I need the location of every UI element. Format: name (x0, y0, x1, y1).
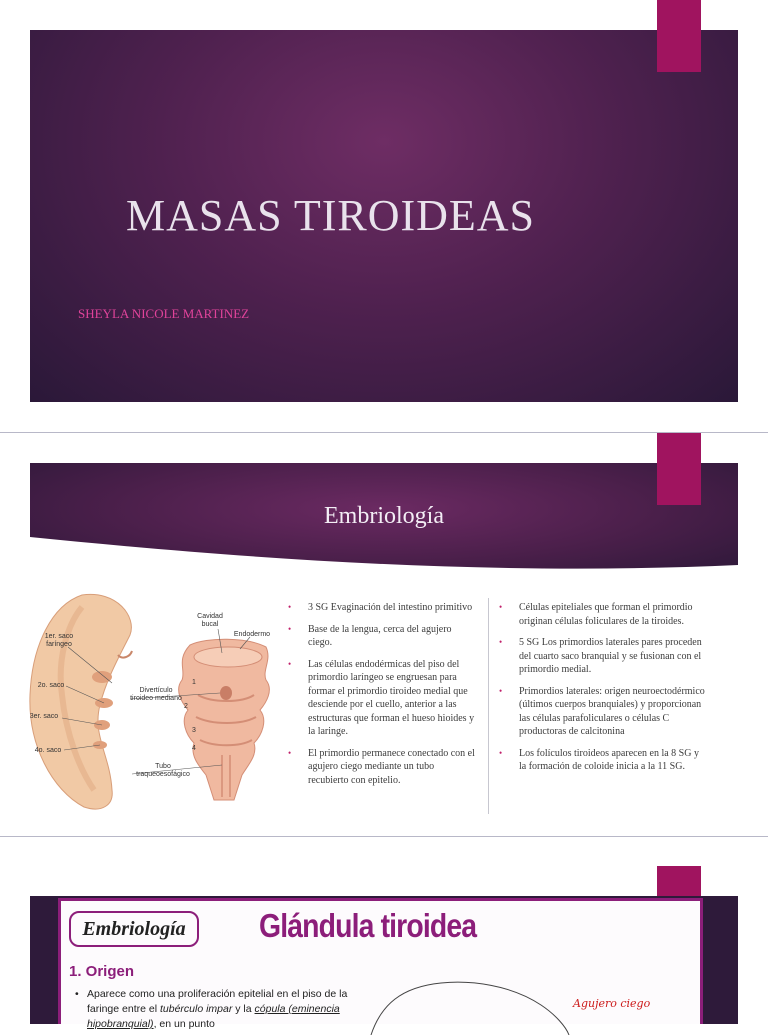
label-arch-1: 1 (192, 679, 196, 686)
section-heading: 1. Origen (69, 963, 135, 980)
author-name: SHEYLA NICOLE MARTINEZ (78, 306, 250, 321)
bullet-item: • 5 SG Los primordios laterales pares proceden del cuarto saco branquial y se fusionan con el primordio medial. (497, 636, 707, 677)
bullet-item: • Los folículos tiroideos aparecen en la 8 SG y la formación de coloide inicia a la 11 SG. (497, 747, 707, 774)
bullet-item: • Las células endodérmicas del piso del primordio laríngeo se engruesan para formar el primordio tiroideo medial que desciende por el cuello, anterior a las estructuras que forman el hueso hioides y la laringe. (286, 658, 476, 739)
accent-bar (657, 866, 701, 896)
slide-header (30, 463, 738, 577)
slide-divider (0, 836, 768, 837)
bullet-column-right (497, 601, 707, 782)
column-divider (488, 598, 489, 814)
label-arch-4: 4 (192, 745, 196, 752)
label-tracheoesophageal-tube: Tubo traqueoesofágico (136, 763, 190, 778)
bullet-item: • Primordios laterales: origen neuroectodérmico (últimos cuerpos branquiales) y proporcionan las células parafoliculares o células C productoras de calcitonina (497, 685, 707, 739)
paragraph: • Aparece como una proliferación epitelial en el piso de la faringe entre el tubérculo impar y la cópula (eminencia hipobranquial), en un punto (75, 988, 348, 1030)
label-oral-cavity: Cavidad bucal (197, 613, 223, 628)
header-wave (30, 537, 738, 577)
tongue-outline-drawing (361, 975, 571, 1035)
accent-bar (657, 0, 701, 72)
slide-title: MASAS TIROIDEAS (126, 191, 536, 240)
label-arch-3: 3 (192, 727, 196, 734)
title-slide (30, 30, 738, 402)
section-tag: Embriología (69, 911, 199, 947)
bullet-item: • Base de la lengua, cerca del agujero ciego. (286, 623, 476, 650)
label-thyroid-diverticulum: Divertículo tiroideo mediano (130, 687, 182, 702)
label-endoderm: Endodermo (233, 631, 271, 638)
bullet-item: • 3 SG Evaginación del intestino primitivo (286, 601, 476, 615)
label-fourth-pouch: 4o. saco (34, 747, 62, 754)
slide-title: Embriología (324, 503, 444, 529)
label-second-pouch: 2o. saco (37, 682, 65, 689)
bullet-column-left (286, 601, 476, 795)
bullet-dot: • (75, 988, 79, 1000)
bullet-item: • Células epiteliales que forman el primordio originan células foliculares de la tiroides. (497, 601, 707, 628)
infographic-card (58, 898, 703, 1030)
slide-divider (0, 432, 768, 433)
figure-label: Agujero ciego (573, 997, 651, 1010)
label-first-pouch: 1er. saco faríngeo (44, 633, 74, 648)
label-arch-2: 2 (184, 703, 188, 710)
bullet-item: • El primordio permanece conectado con el agujero ciego mediante un tubo recubierto con epitelio. (286, 747, 476, 788)
infographic-title: Glándula tiroidea (259, 907, 477, 944)
embryo-illustration (22, 585, 280, 815)
label-third-pouch: 3er. saco (29, 713, 59, 720)
accent-bar (657, 433, 701, 505)
